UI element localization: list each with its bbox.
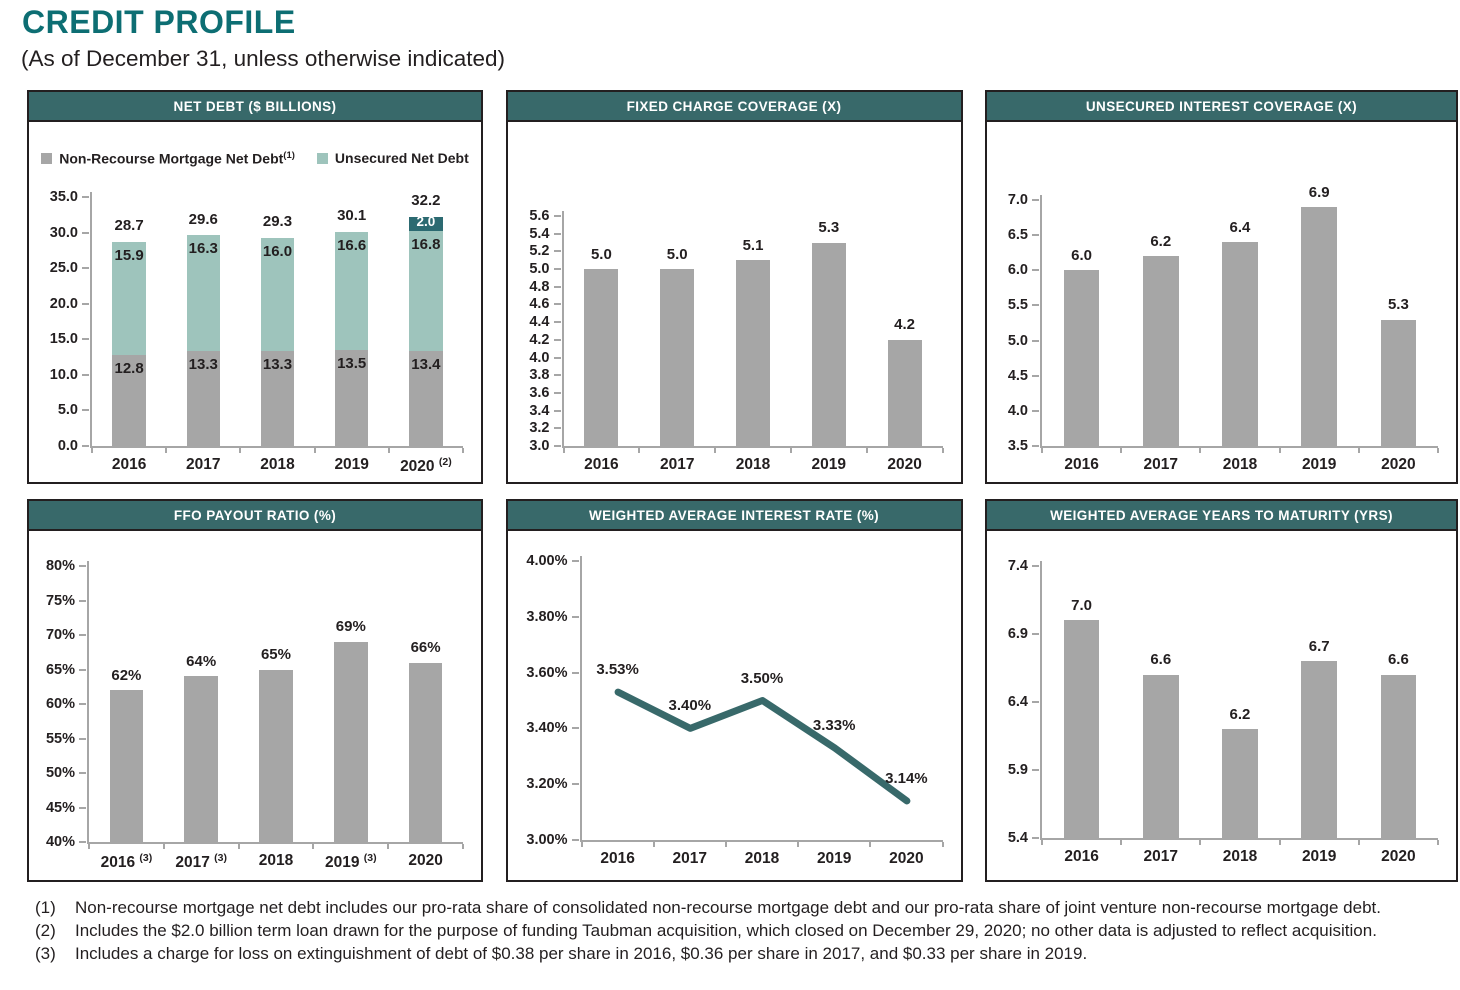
y-tick-label: 80% (45, 557, 75, 574)
y-tick-mark (82, 445, 89, 447)
x-tick-mark (1279, 840, 1281, 845)
line-value-label: 3.50% (740, 669, 784, 687)
y-tick-mark (1032, 340, 1039, 342)
y-tick-label: 6.0 (1007, 262, 1028, 279)
y-tick-label: 55% (45, 730, 75, 747)
y-tick-label: 30.0 (49, 224, 78, 241)
bar (812, 243, 846, 446)
chart-legend (29, 150, 481, 167)
y-tick-mark (1032, 837, 1039, 839)
y-tick-label: 7.4 (1007, 557, 1028, 574)
y-tick-label: 4.6 (529, 296, 550, 313)
x-tick-mark (797, 842, 799, 847)
y-tick-mark (572, 783, 579, 785)
y-tick-label: 6.9 (1007, 625, 1028, 642)
y-tick-mark (82, 409, 89, 411)
y-tick-label: 5.0 (57, 402, 78, 419)
y-tick-label: 5.0 (529, 260, 550, 277)
x-category-label: 2018 (1222, 456, 1258, 473)
x-tick-mark (866, 448, 868, 453)
y-tick-mark (1032, 769, 1039, 771)
y-tick-mark (554, 321, 561, 323)
y-axis-line (87, 561, 89, 844)
chart-body-unsecured-interest-coverage (985, 120, 1458, 484)
y-tick-label: 4.0 (1007, 402, 1028, 419)
y-tick-mark (79, 841, 86, 843)
bar-total-label: 28.7 (114, 217, 144, 235)
x-category-label: 2018 (258, 852, 294, 869)
y-tick-label: 35.0 (49, 188, 78, 205)
footnote-number: (1) (35, 898, 56, 917)
y-tick-mark (1032, 445, 1039, 447)
panel-weighted-average-interest-rate (506, 499, 963, 882)
x-category-label: 2016 (111, 456, 147, 473)
legend-label: Non-Recourse Mortgage Net Debt$^{(1)}$ (59, 150, 295, 167)
footnote-number: (3) (35, 944, 56, 963)
x-tick-mark (1199, 448, 1201, 453)
y-tick-mark (554, 410, 561, 412)
y-tick-label: 70% (45, 626, 75, 643)
y-tick-label: 50% (45, 764, 75, 781)
x-category-label: 2016 $^{(3)}$ (100, 852, 153, 872)
y-tick-mark (554, 215, 561, 217)
panel-header-weighted-average-interest-rate: WEIGHTED AVERAGE INTEREST RATE (%) (506, 499, 963, 529)
y-tick-mark (1032, 701, 1039, 703)
x-tick-mark (1279, 448, 1281, 453)
x-tick-mark (388, 448, 390, 453)
x-tick-mark (942, 448, 944, 453)
panel-unsecured-interest-coverage (985, 90, 1458, 484)
bar-value-label: 5.3 (818, 219, 840, 237)
y-tick-mark (79, 703, 86, 705)
x-axis-line (562, 446, 943, 448)
x-tick-mark (869, 842, 871, 847)
bar-value-label: 69% (335, 618, 366, 636)
x-tick-mark (942, 842, 944, 847)
legend-label: Unsecured Net Debt (334, 150, 469, 167)
y-tick-mark (1032, 375, 1039, 377)
segment-value-label: 16.6 (337, 236, 367, 254)
x-category-label: 2017 $^{(3)}$ (175, 852, 228, 872)
y-tick-mark (82, 267, 89, 269)
y-tick-label: 15.0 (49, 331, 78, 348)
y-tick-label: 3.2 (529, 420, 550, 437)
y-tick-mark (554, 445, 561, 447)
chart-plot (529, 207, 943, 473)
x-tick-mark (238, 844, 240, 849)
panel-ffo-payout-ratio (27, 499, 483, 882)
y-tick-label: 3.80% (526, 608, 568, 625)
footnote-text: Non-recourse mortgage net debt includes our pro-rata share of consolidated non-recourse mortgage debt and our pro-rata share of joint venture non-recourse mortgage debt. (75, 898, 1381, 917)
panel-fixed-charge-coverage (506, 90, 963, 484)
chart-body-ffo-payout-ratio (27, 529, 483, 882)
y-tick-label: 3.6 (529, 384, 550, 401)
x-tick-mark (163, 844, 165, 849)
y-tick-mark (79, 565, 86, 567)
x-category-label: 2017 (1143, 456, 1179, 473)
y-tick-mark (79, 738, 86, 740)
x-tick-mark (88, 844, 90, 849)
y-tick-label: 4.2 (529, 331, 550, 348)
x-category-label: 2016 (584, 456, 619, 473)
y-tick-label: 60% (45, 695, 75, 712)
trend-line (582, 561, 943, 840)
panel-header-ffo-payout-ratio: FFO PAYOUT RATIO (%) (27, 499, 483, 529)
y-tick-mark (572, 672, 579, 674)
y-tick-mark (554, 286, 561, 288)
segment-value-label: 2.0 (416, 213, 436, 229)
y-tick-mark (1032, 410, 1039, 412)
y-tick-mark (554, 250, 561, 252)
bar-value-label: 66% (410, 639, 441, 657)
x-tick-mark (1358, 448, 1360, 453)
y-tick-mark (554, 392, 561, 394)
x-category-label: 2020 $^{(2)}$ (400, 456, 452, 476)
line-value-label: 3.40% (668, 697, 712, 715)
y-tick-mark (1032, 565, 1039, 567)
segment-value-label: 13.4 (411, 355, 441, 373)
y-tick-label: 3.60% (526, 664, 568, 681)
bar-value-label: 65% (260, 646, 291, 663)
y-tick-mark (82, 338, 89, 340)
segment-value-label: 13.3 (262, 356, 293, 374)
footnote-text: Includes the $2.0 billion term loan drawn for the purpose of funding Taubman acquisition, which closed on December 29, 2020; no other data is adjusted to reflect acquisition. (75, 921, 1377, 940)
line-value-label: 3.53% (596, 661, 639, 679)
y-tick-label: 4.00% (526, 552, 568, 569)
y-tick-mark (554, 357, 561, 359)
bar-value-label: 6.4 (1229, 218, 1251, 236)
bar-total-label: 32.2 (411, 192, 441, 210)
y-tick-label: 5.0 (1007, 332, 1028, 349)
segment-value-label: 16.8 (411, 236, 441, 254)
x-tick-mark (1199, 840, 1201, 845)
y-tick-mark (1032, 633, 1039, 635)
y-tick-label: 3.5 (1007, 437, 1028, 454)
bar (1301, 207, 1337, 446)
bar-value-label: 6.7 (1308, 637, 1330, 655)
y-tick-mark (1032, 199, 1039, 201)
x-tick-mark (563, 448, 565, 453)
bar (1381, 675, 1417, 838)
bar-value-label: 6.2 (1150, 232, 1172, 250)
chart-body-net-debt (27, 120, 483, 484)
chart-body-weighted-average-years-to-maturity (985, 529, 1458, 882)
bar-value-label: 62% (111, 666, 142, 684)
page-title: CREDIT PROFILE (22, 4, 296, 40)
footnote-number: (2) (35, 921, 56, 940)
footnote-text: Includes a charge for loss on extinguishment of debt of $0.38 per share in 2016, $0.36 per share in 2017, and $0.33 per share in 2019. (75, 944, 1088, 963)
segment-value-label: 12.8 (114, 359, 144, 377)
y-tick-label: 6.5 (1007, 226, 1028, 243)
legend-item (41, 150, 295, 167)
y-tick-mark (79, 634, 86, 636)
x-axis-line (1040, 838, 1438, 840)
x-tick-mark (638, 448, 640, 453)
x-category-label: 2017 (659, 456, 695, 473)
bar (110, 690, 144, 842)
x-tick-mark (725, 842, 727, 847)
x-tick-mark (1041, 448, 1043, 453)
legend-item (317, 150, 469, 167)
x-category-label: 2018 (1222, 848, 1258, 865)
y-tick-mark (79, 807, 86, 809)
bar (259, 670, 293, 843)
bar (888, 340, 922, 446)
x-axis-line (90, 446, 463, 448)
y-tick-mark (572, 727, 579, 729)
legend-swatch (41, 153, 52, 164)
y-tick-mark (572, 560, 579, 562)
segment-value-label: 13.3 (188, 356, 218, 374)
x-category-label: 2019 (816, 850, 852, 867)
x-category-label: 2020 (408, 852, 443, 869)
bar (584, 269, 618, 446)
bar-value-label: 5.3 (1387, 296, 1409, 313)
x-category-label: 2020 (1381, 848, 1416, 865)
y-tick-label: 5.6 (529, 207, 550, 224)
y-tick-label: 3.40% (526, 720, 568, 737)
y-tick-mark (1032, 269, 1039, 271)
x-category-label: 2019 (334, 456, 369, 473)
y-tick-mark (554, 303, 561, 305)
bar (1064, 270, 1100, 446)
x-tick-mark (790, 448, 792, 453)
y-tick-label: 3.0 (529, 437, 550, 454)
bar (184, 676, 218, 842)
line-value-label: 3.14% (885, 769, 928, 787)
x-category-label: 2017 (672, 850, 708, 867)
bar (1222, 242, 1258, 446)
chart-body-fixed-charge-coverage (506, 120, 963, 484)
x-category-label: 2019 $^{(3)}$ (324, 852, 377, 872)
y-tick-mark (554, 339, 561, 341)
y-tick-label: 4.8 (529, 278, 550, 295)
y-tick-label: 3.00% (526, 831, 568, 848)
bar-value-label: 5.0 (590, 245, 612, 263)
bar-value-label: 6.6 (1387, 651, 1409, 669)
x-tick-mark (653, 842, 655, 847)
x-category-label: 2018 (744, 850, 780, 867)
y-tick-label: 75% (45, 592, 75, 609)
bar-value-label: 6.9 (1308, 183, 1330, 201)
y-tick-mark (82, 196, 89, 198)
x-tick-mark (462, 448, 464, 453)
x-tick-mark (165, 448, 167, 453)
x-category-label: 2017 (186, 456, 221, 473)
bar (1222, 729, 1258, 838)
y-tick-label: 5.5 (1007, 297, 1028, 314)
y-tick-label: 3.8 (529, 366, 550, 383)
y-tick-label: 4.4 (529, 313, 550, 330)
y-tick-label: 5.4 (529, 225, 550, 242)
footnote (35, 943, 1449, 965)
y-tick-mark (1032, 234, 1039, 236)
x-tick-mark (387, 844, 389, 849)
bar (1143, 256, 1179, 446)
panel-header-net-debt: NET DEBT ($ BILLIONS) (27, 90, 483, 120)
y-tick-mark (1032, 304, 1039, 306)
bar-value-label: 6.2 (1229, 705, 1251, 723)
x-tick-mark (462, 844, 464, 849)
bar (409, 663, 443, 842)
bar (736, 260, 770, 446)
x-category-label: 2019 (811, 456, 847, 473)
x-category-label: 2020 (887, 456, 922, 473)
x-tick-mark (1358, 840, 1360, 845)
bar-value-label: 5.0 (666, 245, 688, 263)
y-tick-label: 65% (45, 661, 75, 678)
y-tick-mark (82, 303, 89, 305)
chart-plot (45, 557, 463, 872)
y-tick-mark (82, 232, 89, 234)
segment-value-label: 16.0 (262, 242, 293, 260)
x-category-label: 2017 (1143, 848, 1179, 865)
y-tick-label: 3.4 (529, 402, 550, 419)
x-axis-line (580, 840, 943, 842)
charts-grid (27, 90, 1458, 882)
x-category-label: 2018 (735, 456, 771, 473)
bar (1143, 675, 1179, 838)
bar-value-label: 5.1 (742, 236, 764, 254)
y-tick-label: 45% (45, 799, 75, 816)
panel-weighted-average-years-to-maturity (985, 499, 1458, 882)
page-subtitle: (As of December 31, unless otherwise indicated) (21, 46, 505, 71)
segment-value-label: 16.3 (188, 240, 218, 258)
x-tick-mark (1120, 448, 1122, 453)
bar-value-label: 6.6 (1150, 651, 1172, 669)
y-tick-label: 4.5 (1007, 367, 1028, 384)
x-tick-mark (1437, 840, 1439, 845)
x-tick-mark (1437, 448, 1439, 453)
y-tick-mark (79, 600, 86, 602)
y-tick-label: 5.2 (529, 243, 550, 260)
bar-value-label: 64% (186, 652, 217, 670)
y-tick-mark (79, 772, 86, 774)
y-tick-mark (554, 268, 561, 270)
line-value-label: 3.33% (812, 716, 856, 734)
x-category-label: 2018 (260, 456, 295, 473)
x-category-label: 2019 (1301, 848, 1337, 865)
x-category-label: 2016 (1064, 848, 1099, 865)
legend-swatch (317, 153, 328, 164)
segment-value-label: 13.5 (337, 354, 367, 372)
chart-plot (1007, 557, 1438, 865)
x-category-label: 2020 (889, 850, 924, 867)
y-tick-mark (554, 374, 561, 376)
footnotes (35, 897, 1449, 966)
bar (1381, 320, 1417, 447)
chart-plot (526, 552, 943, 867)
x-tick-mark (239, 448, 241, 453)
bar (1301, 661, 1337, 838)
y-tick-mark (554, 427, 561, 429)
chart-body-weighted-average-interest-rate (506, 529, 963, 882)
x-tick-mark (1041, 840, 1043, 845)
panel-header-fixed-charge-coverage: FIXED CHARGE COVERAGE (X) (506, 90, 963, 120)
y-tick-mark (572, 839, 579, 841)
x-category-label: 2020 (1381, 456, 1416, 473)
x-tick-mark (314, 448, 316, 453)
y-axis-line (1040, 195, 1042, 448)
x-tick-mark (91, 448, 93, 453)
y-tick-label: 3.20% (526, 775, 568, 792)
x-axis-line (87, 842, 463, 844)
chart-plot (1007, 183, 1438, 473)
panel-header-unsecured-interest-coverage: UNSECURED INTEREST COVERAGE (X) (985, 90, 1458, 120)
segment-value-label: 15.9 (114, 246, 144, 264)
y-tick-label: 25.0 (49, 259, 78, 276)
x-tick-mark (1120, 840, 1122, 845)
y-tick-mark (79, 669, 86, 671)
x-category-label: 2016 (600, 850, 635, 867)
x-tick-mark (312, 844, 314, 849)
x-tick-mark (714, 448, 716, 453)
bar (334, 642, 368, 842)
bar (1064, 620, 1100, 838)
y-tick-label: 5.9 (1007, 761, 1028, 778)
chart-plot (49, 188, 463, 476)
bar-value-label: 4.2 (894, 316, 916, 334)
bar (660, 269, 694, 446)
x-tick-mark (581, 842, 583, 847)
bar-value-label: 7.0 (1071, 596, 1093, 614)
bar-total-label: 29.6 (188, 210, 218, 228)
y-tick-label: 10.0 (49, 366, 78, 383)
y-tick-label: 7.0 (1007, 191, 1028, 208)
footnote (35, 920, 1449, 942)
y-tick-label: 6.4 (1007, 693, 1028, 710)
x-category-label: 2016 (1064, 456, 1099, 473)
panel-net-debt (27, 90, 483, 484)
y-tick-label: 4.0 (529, 349, 550, 366)
bar-value-label: 6.0 (1071, 246, 1093, 264)
y-tick-label: 20.0 (49, 295, 78, 312)
panel-header-weighted-average-years-to-maturity: WEIGHTED AVERAGE YEARS TO MATURITY (YRS) (985, 499, 1458, 529)
y-tick-label: 5.4 (1007, 829, 1028, 846)
bar-total-label: 30.1 (337, 207, 367, 225)
y-tick-mark (554, 233, 561, 235)
x-axis-line (1040, 446, 1438, 448)
y-tick-mark (572, 616, 579, 618)
footnote (35, 897, 1449, 919)
x-category-label: 2019 (1301, 456, 1337, 473)
y-tick-label: 0.0 (57, 437, 78, 454)
bar-total-label: 29.3 (262, 213, 293, 231)
y-tick-label: 40% (45, 833, 75, 850)
y-tick-mark (82, 374, 89, 376)
